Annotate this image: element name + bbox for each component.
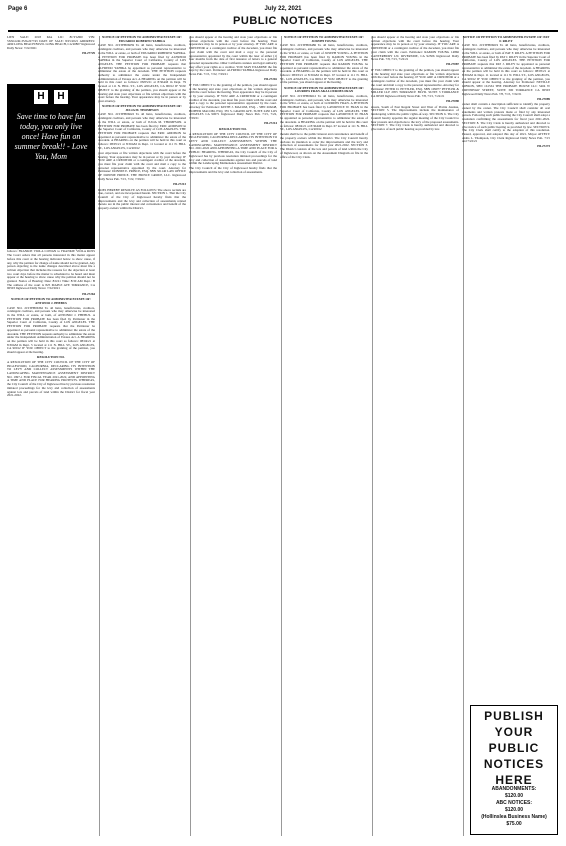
notice-id: HI-27089 (537, 96, 550, 101)
notice-id: HI-27273 (537, 144, 550, 149)
notice-body: A RESOLUTION OF THE CITY COUNCIL OF THE CITY OF INGLEWOOD, CALIFORNIA, DECLARING ITS INTENTION TO LEVY AND COLLECT ASSESSMENTS WITHIN THE LANDSCAPING MAINTENANCE ASSESSMENT DISTRICT NO. 1997-1 FOR FISCAL YEAR 2021-2022, AND APPOINTING A TIME AND PLACE FOR HEARING PROTESTS. WHEREAS, the City Council of the City of Inglewood has by previous resolution initiated proceedings for the levy and collection of assessments against lots and parcels of land within the District for fiscal year 2021-2022. (7, 359, 95, 398)
notice-heading: NOTICE OF PETITION TO ADMINISTER ESTATE OF: JOSEPH YOUNG (284, 36, 364, 43)
notice-column (98, 36, 186, 836)
greeting-message: Save time to have fun today, you only live once! Have fun on summer break!! - Love You, Mom (14, 112, 88, 161)
public-notice (371, 69, 459, 104)
public-notice (189, 128, 277, 166)
notice-id: HI-27090 (446, 99, 459, 104)
ad-rate-line: $75.00 (506, 821, 522, 827)
notice-heading: NOTICE OF PETITION TO ADMINISTER ESTATE OF: LOURDES FRAN AKA LOURDES FRAN (284, 85, 364, 94)
public-notice (371, 106, 459, 132)
public-notice (98, 36, 186, 104)
public-notice (462, 103, 550, 149)
public-notice (462, 36, 550, 101)
ad-rate-line: ABANDONMENTS: (491, 786, 537, 792)
public-notice (98, 105, 186, 150)
notice-body: LIEN SALE: 2018 KIA LIC: 8CYG800 VIN: 5XXGU4L35JG227743 DATE OF SALE: 8/25/2021 ADDRESS: 4499 LONG BEACH BLVD. LONG BEACH, CA 90807 Inglewood Daily News: 7/22/2021 (7, 36, 95, 51)
notice-heading: NOTICE OF PETITION TO ADMINISTER ESTATE OF: PAT F. RILEY (462, 36, 550, 43)
public-notice (7, 298, 95, 355)
notice-id: HI-27213 (173, 181, 186, 186)
h-logo-icon: H (54, 90, 68, 104)
notice-body: IF YOU OBJECT to the granting of the petition, you should appear at the hearing and state your objections or file written objections with the court before the hearing. Your appearance may be in person or by your attorney. IF YOU ARE A CREDITOR or a contingent creditor of the decedent, you must file your claim with the court and mail a copy to the personal representative appointed by the court. Attorney for Petitioner: KEITH J. MACOM, ESQ. - SBN 266248, HOPPER MACOM, ESQ. 355 S. GRAND AVE. SUITE 2450 LOS ANGELES CA 90071 Inglewood Daily News Pub. 7/15, 7/22, 7/29/21 (189, 82, 277, 121)
public-notice (98, 189, 186, 211)
public-notice (7, 36, 95, 56)
ad-headline-line: PUBLIC (488, 741, 540, 755)
public-notice (371, 36, 459, 67)
ad-headline-line: NOTICES (483, 757, 545, 771)
public-notice (280, 87, 368, 132)
notice-id: HI-27264 (82, 291, 95, 296)
notice-heading: NOTICE OF PETITION TO ADMINISTER ESTATE OF: JULIA M. THOMPSON (102, 104, 182, 112)
notice-body: streets, South of East Regent Street and West of Prairie Avenue. SECTION 5. The improvements include the maintenance of landscaping within the public rights-of-way. SECTION 6. The City Council hereby appoints the regular meeting of the City Council to hear protests and objections to the levy of the proposed assessments. SECTION 7. The City Clerk is hereby authorized and directed to give notice of such public hearing as provided by law. (371, 104, 459, 131)
notice-id: HI-27729 (82, 51, 95, 56)
notice-column (371, 36, 459, 836)
notice-heading: NOTICE OF PETITION TO ADMINISTER ESTATE OF: ANTONIO J. PHEBUS (11, 297, 91, 305)
notice-body: CASE NO. 21STPB06486 To all heirs, beneficiaries, creditors, contingent creditors, and persons who may otherwise be interested in the WILL or estate, or both of JOSEPH YOUNG. A PETITION FOR PROBATE has been filed by RAMON YOUNG in the Superior Court of California, County of LOS ANGELES. THE PETITION FOR PROBATE requests that RAMON YOUNG be appointed as personal representative to administer the estate of the decedent. A HEARING on the petition will be held in this court as follows: 08/03/21 at 8:30AM in Dept. 67 located at 111 N. HILL ST., LOS ANGELES, CA 90012 IF YOU OBJECT to the granting of the petition, you should appear at the hearing. (280, 43, 368, 85)
h-logo-icon: H (34, 90, 48, 104)
ad-rate-line: $120.00 (504, 793, 524, 799)
public-notice (189, 36, 277, 82)
public-notice (189, 84, 277, 126)
notice-body: A RESOLUTION OF THE CITY COUNCIL OF THE CITY OF INGLEWOOD, CALIFORNIA DECLARING ITS INTENTION TO LEVY AND COLLECT ASSESSMENTS WITHIN THE LANDSCAPING MAINTENANCE ASSESSMENT DISTRICT NO. 2021-2022 AND APPOINTING A TIME AND PLACE FOR A PUBLIC HEARING. WHEREAS, the City Council of the City of Inglewood has by previous resolution initiated proceedings for the levy and collection of assessments against lots and parcels of land within the Landscaping Maintenance Assessment District. (189, 131, 277, 166)
notice-body: DOES HEREBY RESOLVE AS FOLLOWS: The above recitals are true, correct, and are incorporated herein. SECTION 1. That the City Council of the City of Inglewood hereby finds that the improvements and the levy and collection of assessments related thereto are in the public interest and convenience and benefit of the property owners within the District. (98, 187, 186, 211)
notice-heading: RESOLUTION NO. (219, 126, 247, 131)
notice-heading: RESOLUTION NO. (37, 355, 65, 360)
public-notice (189, 167, 277, 174)
notice-body: CASE NO. 21STPB06619 To all heirs, beneficiaries, creditors, contingent creditors, and persons who may otherwise be interested in the WILL or estate, or both of PAT F. RILEY. A PETITION FOR PROBATE has been filed by PAT J. RILEY in the Superior Court of California, County of LOS ANGELES. THE PETITION FOR PROBATE requests that PAT J. RILEY be appointed as personal representative to administer the estate of the decedent. A HEARING on the petition will be held in this court as follows: 08/05/21 at 8:30AM in Dept. 11 located at 111 N. HILL ST., LOS ANGELES, CA 90012 IF YOU OBJECT to the granting of the petition, you should appear at the hearing. Attorney for Petitioner: NEVILLE GIBSON, SBN 161534 THE PROBATE HOUSE LLC 5404 W CRENSHAW STREET, SUITE 300 TORRANCE CA 90503 Inglewood Daily News Pub. 7/8, 7/15, 7/22/21 (462, 43, 550, 96)
notice-column (189, 36, 277, 836)
notice-id: HI-27214 (264, 121, 277, 126)
notice-id: HI-27216 (264, 77, 277, 82)
page-number: Page 6 (8, 6, 28, 12)
ad-headline-line: YOUR (494, 725, 534, 739)
public-notice (98, 152, 186, 187)
ad-rate-line: $120.00 (504, 807, 524, 813)
notice-body: CASE NO. 21STPB06659 To all heirs, beneficiaries, creditors, contingent creditors, and persons who may otherwise be interested in the WILL or estate, or both of EDUARDO ROBERTO YAHIKA. A PETITION FOR PROBATE has been filed by ALFREDO YAHIKA in the Superior Court of California, County of LOS ANGELES. THE PETITION FOR PROBATE requests that ALFREDO YAHIKA be appointed as personal representative to administer the estate of the decedent. THE PETITION requests authority to administer the estate under the Independent Administration of Estates Act. A HEARING on the petition will be held in this court as follows: 08/05/21 at 8:30AM in Dept. 79 located at 111 N. HILL ST., LOS ANGELES, CA 90012 IF YOU OBJECT to the granting of the petition, you should appear at the hearing and state your objections or file written objections with the court before the hearing. Your appearance may be in person or by your attorney. (98, 43, 186, 103)
notice-body: owner shall contain a description sufficient to identify the property owned by the owner. The City Council shall consider all oral statements and written protests made or filed by any interested person. Following such public hearing the City Council shall adopt a resolution confirming the assessments for fiscal year 2021-2022. SECTION 8. The City Clerk is hereby authorized and directed to give notice of such public hearing as provided by law. SECTION 9. The City Clerk shall certify to the adoption of this resolution. Passed, approved, and adopted this day of 2021. Mayor ATTEST: Aisha L. Thompson, City Clerk Inglewood Daily News Pub. 7/15 and 7/22/21 (462, 102, 550, 144)
notice-body: you should appear at the hearing and state your objections or file written objections with the court before the hearing. Your appearance may be in person or by your attorney. IF YOU ARE A CREDITOR or a contingent creditor of the decedent, you must file your claim with the court and mail a copy to the personal representative appointed by the court within the later of either (1) four months from the date of first issuance of letters to a general personal representative. Other California statutes and legal authority may affect your rights as a creditor. YOU MAY EXAMINE the file kept by the court. Petitioner: ALFREDO YAHIKA Inglewood Daily News Pub. 7/15, 7/22, 7/29/21 (189, 36, 277, 77)
notice-body: CASE NO. 21STPB06362 To all heirs, beneficiaries, creditors, contingent creditors, and persons who may otherwise be interested in the WILL or estate, or both, of ANTONIO J. PHEBUS. A PETITION FOR PROBATE has been filed by Petitioner in the Superior Court of California, County of LOS ANGELES. THE PETITION FOR PROBATE requests that the Petitioner be appointed as personal representative to administer the estate of the decedent. THE PETITION requests authority to administer the estate under the Independent Administration of Estates Act. A HEARING on the petition will be held in this court as follows: 08/04/21 at 8:30AM in Dept. 5 located at 111 N. HILL ST., LOS ANGELES, CA 90012 IF YOU OBJECT to the granting of the petition, you should appear at the hearing. (7, 305, 95, 355)
ad-headline-line: PUBLISH (484, 709, 544, 723)
ad-rate-line: ABC NOTICES: (495, 800, 533, 806)
issue-date: July 22, 2021 (264, 6, 302, 12)
ad-rate-line: (Hollinslea Business Name) (481, 814, 547, 820)
public-notice (7, 356, 95, 398)
notice-id: HI-27087 (446, 62, 459, 67)
public-notice (280, 133, 368, 159)
public-notice (280, 36, 368, 85)
notice-body: your objections or file written objections with the court before the hearing. Your appearance may be in person or by your attorney. IF YOU ARE A CREDITOR or a contingent creditor of the decedent, you must file your claim with the court and mail a copy to the personal representative appointed by the court. Attorney for Petitioner: DONNIE E. PRINCE, ESQ. SBN 321140 LAW OFFICE OF DONNIE PRINCE. THE PRINCE GROUP, LLC. Inglewood Daily News Pub. 7/15, 7/22, 7/29/21 (98, 150, 186, 181)
publish-notices-ad (470, 705, 558, 835)
notice-heading: NOTICE OF PETITION TO ADMINISTER ESTATE OF: EDUARDO ROBERTO YAHIKA (102, 36, 182, 43)
greeting-ad (7, 84, 95, 249)
notice-column (462, 36, 550, 696)
notice-body: The City Council of the City of Inglewood hereby finds that the improvements and the levy and collection of assessments. (189, 166, 277, 175)
notice-body: CASE NO. 21STPB06612 To all heirs, beneficiaries, creditors, contingent creditors, and persons who may otherwise be interested in the WILL or estate, or both of LOURDES FRAN. A PETITION FOR PROBATE has been filed by LAWRENCE W. FRAN in the Superior Court of California, County of LOS ANGELES. THE PETITION FOR PROBATE requests that LAWRENCE W. FRAN be appointed as personal representative to administer the estate of the decedent. A HEARING on the petition will be held in this court as follows: 08/04/21 at 8:30AM in Dept. 67 located at 111 N. HILL ST., LOS ANGELES, CA 90012 (280, 93, 368, 132)
notice-body: CASE NO. 21STPB06622 To all heirs, beneficiaries, creditors, contingent creditors, and persons who may otherwise be interested in the WILL or estate, or both of JULIA M. THOMPSON. A PETITION FOR PROBATE has been filed by ERIC ADDISON in the Superior Court of California, County of LOS ANGELES. THE PETITION FOR PROBATE requests that ERIC ADDISON be appointed as personal representative to administer the estate of the decedent. A HEARING on the petition will be held in this court as follows: 08/05/21 at 8:30AM in Dept. 11 located at 111 N. HILL ST., LOS ANGELES, CA 90012 (98, 112, 186, 150)
section-title: PUBLIC NOTICES (8, 15, 558, 32)
notice-body: you should appear at the hearing and state your objections or file written objections with the court before the hearing. Your appearance may be in person or by your attorney. IF YOU ARE A CREDITOR or a contingent creditor of the decedent, you must file your claim with the court. Petitioner: RAMON YOUNG 14866 CANTERBURY LN. RIVERSIDE, CA 92506 Inglewood Daily News Pub. 7/8, 7/15, 7/22/21 (371, 36, 459, 62)
notice-body: IF YOU OBJECT to the granting of the petition, you should appear at the hearing and state your objections or file written objections with the court before the hearing. IF YOU ARE A CREDITOR or a contingent creditor of the decedent, you must file your claim with the court and mail a copy to the personal representative. Attorney for Petitioner: PETER D. PETTLER, ESQ. SBN 109077 PETTLER & MILLER LLP 2955 TORRANCE BLVD. SUITE 3 TORRANCE CA 90503 Inglewood Daily News Pub. 7/8, 7/15, 7/22/21 (371, 68, 459, 98)
notice-body: follows: FRANKIE VIOLA COWAN to FRANKIE VIOLA ROSS The Court orders that all persons interested in this matter appear before this court at the hearing indicated below to show cause, if any, why the petition for change of name should not be granted. Any person objecting to the name changes described above must file a written objection that includes the reasons for the objection at least two court days before the matter is scheduled to be heard and must appear at the hearing to show cause why the petition should not be granted. Notice of Hearing: Date: 8/6/21 Time: 8:30 AM Dept.: B The address of the court is 825 MAPLE AVE TORRANCE, CA 90503 Inglewood Daily News: 7/22/2021 (7, 249, 95, 291)
ad-headline-line: HERE (495, 773, 533, 787)
notice-body: therein shall be to the public interest and convenience and benefit of the property owners within the District. The City Council hereby declares its intention to order the improvements and the levy and collection of assessments for fiscal year 2021-2022. SECTION 3. The District consists of the lots and parcels of land within the City of Inglewood, as shown on the Assessment Diagram on file in the office of the City Clerk. (280, 132, 368, 159)
notice-column (280, 36, 368, 836)
